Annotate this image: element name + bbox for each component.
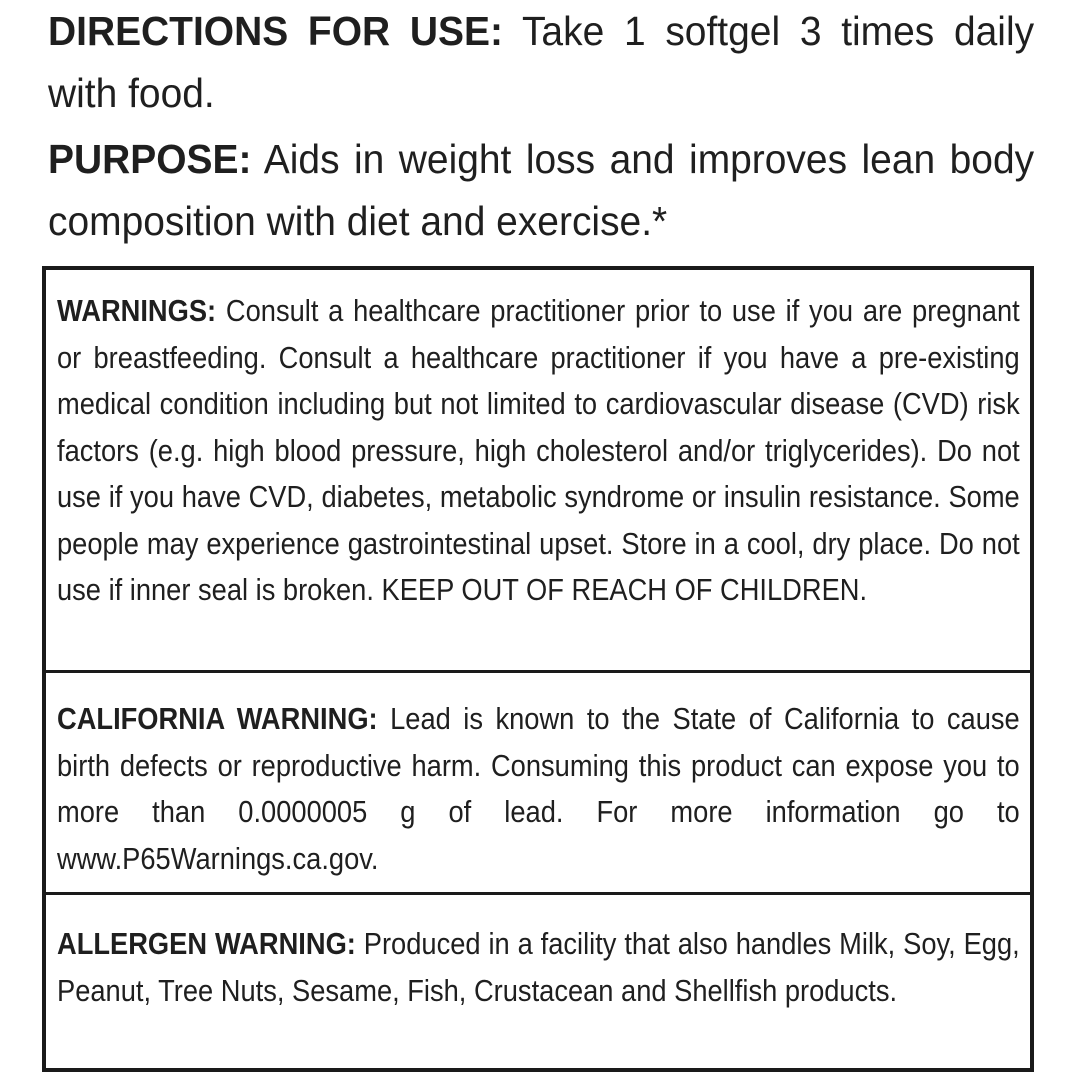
warnings-box [42,266,1034,1072]
directions-label: DIRECTIONS FOR USE: [48,8,503,54]
warnings-section [46,288,1030,614]
california-warning-paragraph [57,696,1020,882]
usage-info [48,0,1034,252]
california-warning-section [46,696,1030,882]
purpose-text: Aids in weight loss and improves lean body composition with diet and exercise.* [48,136,1035,244]
allergen-warning-paragraph [57,921,1020,1014]
warnings-text: Consult a healthcare practitioner prior to use if you are pregnant or breastfeeding. Consult a healthcare practitioner if you have a pre-existing medical condition including but not limited to cardiovascular disease (CVD) risk factors (e.g. high blood pressure, high cholesterol and/or triglycerides). Do not use if you have CVD, diabetes, metabolic syndrome or insulin resistance. Some people may experience gastrointestinal upset. Store in a cool, dry place. Do not use if inner seal is broken. KEEP OUT OF REACH OF CHILDREN. [57,293,1020,607]
california-warning-text: Lead is known to the State of California to cause birth defects or reproductive harm. Consuming this product can expose you to more than 0.0000005 g of lead. For more information go to www.P65Warnings.ca.gov. [57,701,1020,876]
warnings-label: WARNINGS: [57,293,217,328]
california-warning-label: CALIFORNIA WARNING: [57,701,378,736]
warnings-divider [46,670,1030,673]
purpose-paragraph [48,128,1034,252]
warnings-paragraph [57,288,1020,614]
allergen-warning-section [46,921,1030,1014]
allergen-warning-label: ALLERGEN WARNING: [57,926,356,961]
allergen-warning-text: Produced in a facility that also handles Milk, Soy, Egg, Peanut, Tree Nuts, Sesame, Fish, Crustacean and Shellfish products. [57,926,1020,1008]
purpose-label: PURPOSE: [48,136,252,182]
directions-paragraph [48,0,1034,124]
directions-text: Take 1 softgel 3 times daily with food. [48,8,1035,116]
california-divider [46,892,1030,895]
